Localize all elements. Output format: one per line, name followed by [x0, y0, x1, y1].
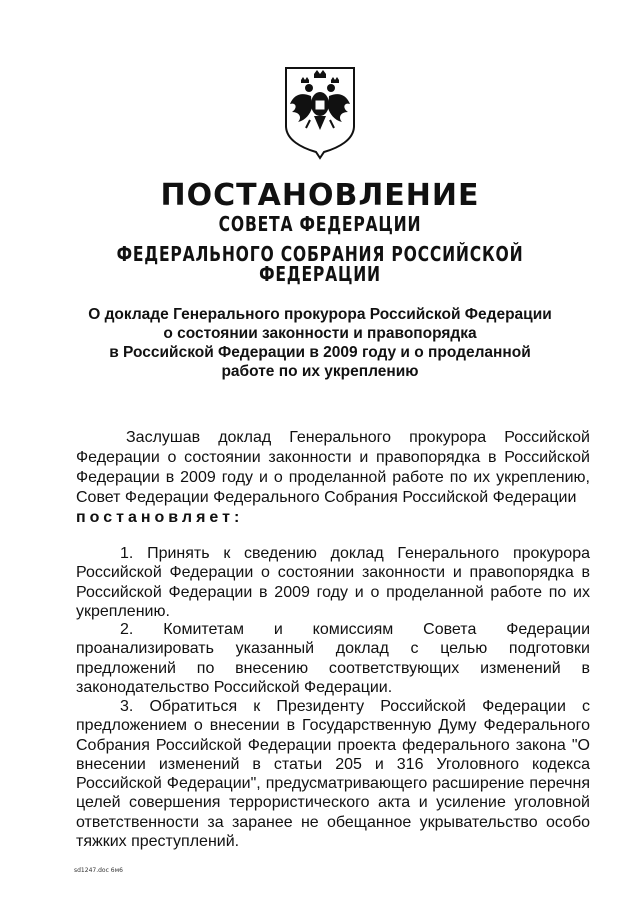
- intro-paragraph: [76, 428, 590, 528]
- issuing-body-line-1: СОВЕТА ФЕДЕРАЦИИ: [218, 212, 422, 236]
- intro-text: Заслушав доклад Генерального прокурора Российской Федерации о состоянии законности и правопорядка в Российской Федерации в 2009 году и о проделанной работе по их укреплению, Совет Федерации Федерального Собрания Российской Федерации: [76, 429, 590, 506]
- document-title: [60, 305, 580, 381]
- resolves-word: постановляет:: [76, 509, 244, 526]
- resolution-item-2: 2. Комитетам и комиссиям Совета Федерации проанализировать указанный доклад с целью подготовки предложений по внесению соответствующих изменений в законодательство Российской Федерации.: [76, 621, 590, 696]
- resolution-item-1: 1. Принять к сведению доклад Генерального прокурора Российской Федерации о состоянии законности и правопорядка в Российской Федерации в 2009 году и о проделанной работе по их укреплению.: [76, 545, 590, 620]
- title-line: О докладе Генерального прокурора Российской Федерации: [88, 306, 552, 323]
- russian-coat-of-arms-icon: [282, 64, 358, 160]
- title-line: в Российской Федерации в 2009 году и о проделанной: [109, 344, 531, 361]
- issuing-body-line-2: ФЕДЕРАЛЬНОГО СОБРАНИЯ РОССИЙСКОЙ ФЕДЕРАЦИИ: [116, 242, 524, 286]
- resolution-item-3: 3. Обратиться к Президенту Российской Федерации с предложением о внесении в Государственную Думу Федерального Собрания Российской Федерации проекта федерального закона "О внесении изменений в статьи 205 и 316 Уголовного кодекса Российской Федерации", предусматривающего расширение перечня целей совершения террористического акта и усиление уголовной ответственности за заранее не обещанное укрывательство особо тяжких преступлений.: [76, 698, 590, 851]
- footer-file-code: sd1247.doc 6м6: [74, 867, 123, 874]
- document-type-heading: ПОСТАНОВЛЕНИЕ: [160, 178, 480, 213]
- title-line: работе по их укреплению: [221, 363, 419, 380]
- title-line: о состоянии законности и правопорядка: [163, 325, 477, 342]
